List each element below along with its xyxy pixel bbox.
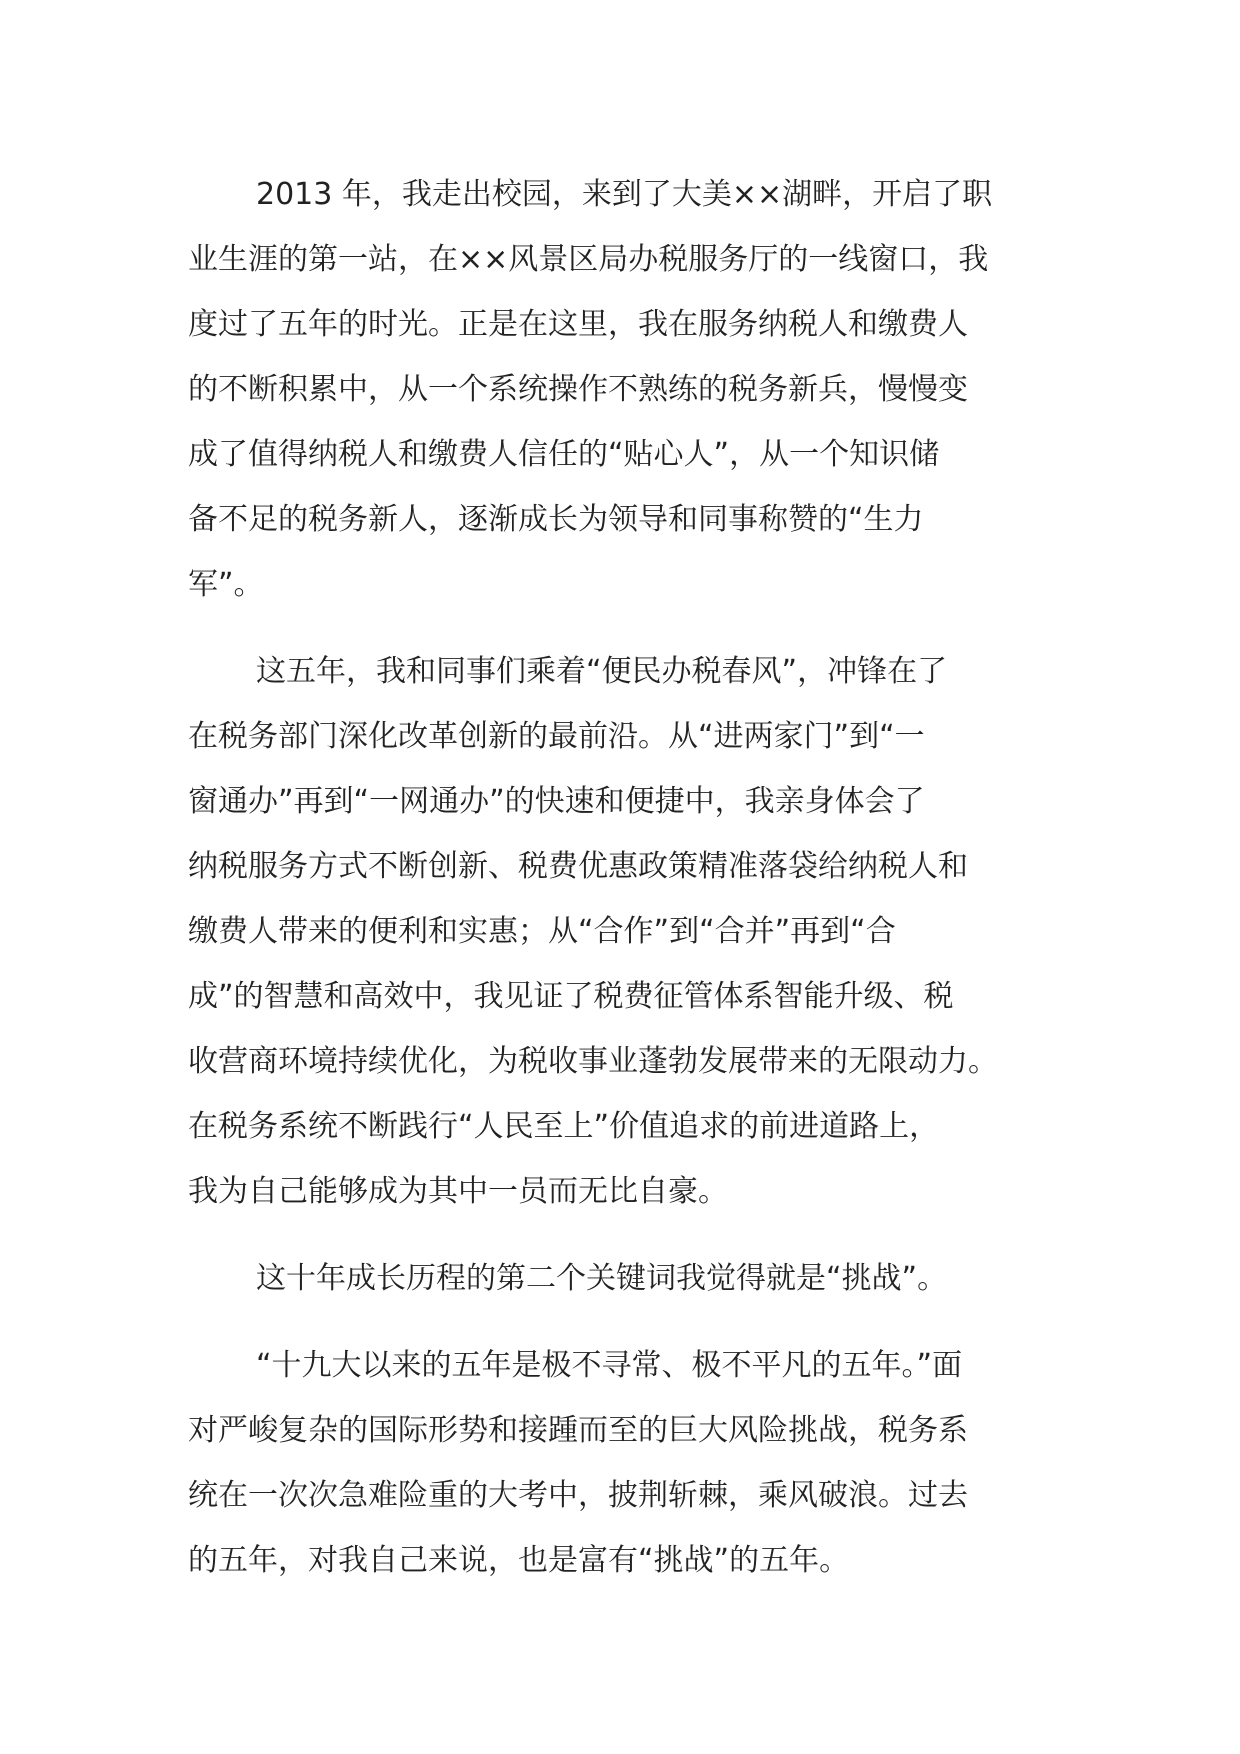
paragraph-line: 我为自己能够成为其中一员而无比自豪。 [188,1174,728,1209]
paragraph-line: 缴费人带来的便利和实惠；从“合作”到“合并”再到“合 [188,914,896,949]
paragraph-line: 的五年，对我自己来说，也是富有“挑战”的五年。 [188,1543,850,1578]
paragraph-line: 成”的智慧和高效中，我见证了税费征管体系智能升级、税 [188,979,954,1014]
paragraph-line: 度过了五年的时光。正是在这里，我在服务纳税人和缴费人 [188,307,968,342]
paragraph-line: 业生涯的第一站，在××风景区局办税服务厅的一线窗口，我 [188,242,989,277]
paragraph-line: 窗通办”再到“一网通办”的快速和便捷中，我亲身体会了 [188,784,925,819]
paragraph-line: 2013 年，我走出校园，来到了大美××湖畔，开启了职 [256,177,993,212]
paragraph-line: 收营商环境持续优化，为税收事业蓬勃发展带来的无限动力。 [188,1044,998,1079]
paragraph-line: 这十年成长历程的第二个关键词我觉得就是“挑战”。 [256,1261,948,1296]
paragraph-line: 成了值得纳税人和缴费人信任的“贴心人”，从一个知识储 [188,437,940,472]
document-body [188,162,1068,1615]
paragraph-five-years [188,639,1068,1224]
paragraph-line: 对严峻复杂的国际形势和接踵而至的巨大风险挑战，税务系 [188,1413,968,1448]
paragraph-line: 统在一次次急难险重的大考中，披荆斩棘，乘风破浪。过去 [188,1478,968,1513]
paragraph-nineteenth-congress [188,1333,1068,1593]
paragraph-line: 备不足的税务新人，逐渐成长为领导和同事称赞的“生力 [188,502,924,537]
paragraph-career-start [188,162,1068,617]
paragraph-line: 这五年，我和同事们乘着“便民办税春风”，冲锋在了 [256,654,948,689]
paragraph-line: 在税务系统不断践行“人民至上”价值追求的前进道路上， [188,1109,940,1144]
paragraph-line: 在税务部门深化改革创新的最前沿。从“进两家门”到“一 [188,719,925,754]
paragraph-line: 军”。 [188,567,264,602]
paragraph-line: “十九大以来的五年是极不寻常、极不平凡的五年。”面 [256,1348,963,1383]
paragraph-line: 的不断积累中，从一个系统操作不熟练的税务新兵，慢慢变 [188,372,968,407]
paragraph-keyword-challenge [188,1246,1068,1311]
paragraph-line: 纳税服务方式不断创新、税费优惠政策精准落袋给纳税人和 [188,849,968,884]
